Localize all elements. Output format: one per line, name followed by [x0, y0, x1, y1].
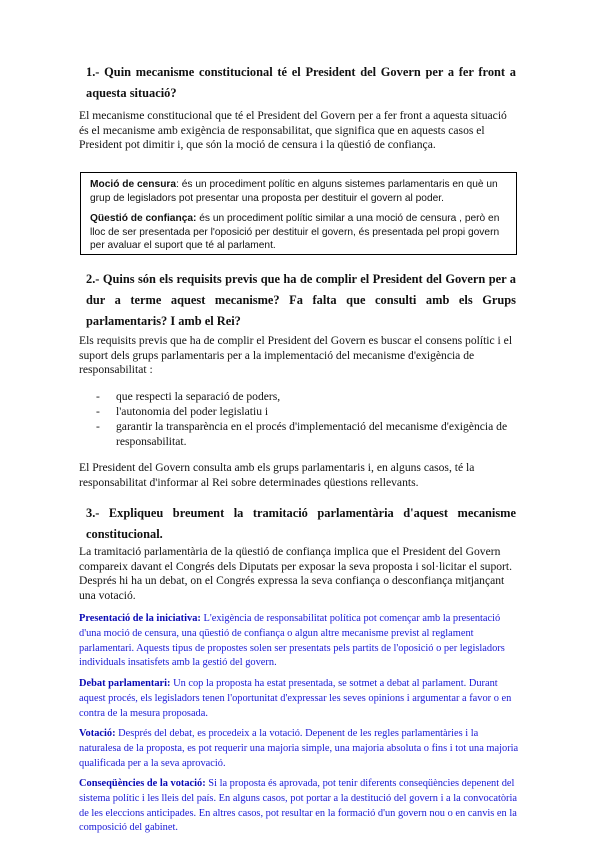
list-dash: -: [96, 420, 100, 433]
list-item-text: l'autonomia del poder legislatiu i: [116, 405, 269, 418]
answer-1-paragraph: El mecanisme constitucional que té el President del Govern per a fer front a aquesta situació és el mecanisme amb exigència de responsabilitat, que significa que en aquests casos el President pot dimitir i, que són la moció de censura i la qüestió de confiança.: [79, 109, 507, 152]
definition-confidence: [90, 212, 509, 253]
step-debate: [79, 677, 519, 721]
step-text: Si la proposta és aprovada, pot tenir diferents conseqüències depenent del sistema polític i les lleis del país. En alguns casos, pot portar a la destitució del govern i a la convocatòria de les eleccions anticipades. En altres casos, pot resultar en la formació d'un govern nou o en canvis en la composició del gabinet.: [79, 778, 518, 834]
question-1-heading: 1.- Quin mecanisme constitucional té el President del Govern per a fer front a aquesta situació?: [86, 65, 516, 100]
answer-3-paragraph: La tramitació parlamentària de la qüestió de confiança implica que el President del Govern compareix davant el Congrés dels Diputats per exposar la seva proposta i sol·licitar el suport. Després hi ha un debat, on el Congrés expressa la seva confiança o desconfiança mitjançant una votació.: [79, 545, 513, 602]
list-item-text: que respecti la separació de poders,: [116, 390, 281, 403]
step-text: L'exigència de responsabilitat política pot començar amb la presentació d'una moció de censura, una qüestió de confiança o algun altre mecanisme previst al reglament parlamentari. Aquests tipus de propostes solen ser presentats pels partits de l'oposició o per legisladors individuals insatisfets amb la gestió del govern.: [79, 613, 505, 669]
question-2-heading: 2.- Quins són els requisits previs que ha de complir el President del Govern per a dur a terme aquest mecanisme? Fa falta que consulti amb els Grups parlamentaris? I amb el Rei?: [86, 272, 516, 328]
step-text: Un cop la proposta ha estat presentada, se sotmet a debat al parlament. Durant aquest procés, els legisladors tenen l'oportunitat d'expressar les seves opinions i argumentar a favor o en contra de la mesura proposada.: [79, 678, 512, 719]
definitions-box: [80, 172, 517, 255]
answer-2-closing-paragraph: El President del Govern consulta amb els grups parlamentaris i, en alguns casos, té la responsabilitat d'informar al Rei sobre determinades qüestions rellevants.: [79, 461, 475, 489]
step-text: Després del debat, es procedeix a la votació. Depenent de les regles parlamentàries i la naturalesa de la proposta, es pot requerir una majoria simple, una majoria absoluta o fins i tot una majoria qualificada per a la seva aprovació.: [79, 728, 519, 769]
definition-censure: [90, 178, 509, 205]
term-confidence: Qüestió de confiança:: [90, 213, 197, 225]
step-term: Presentació de la iniciativa:: [79, 613, 201, 624]
list-dash: -: [96, 390, 100, 403]
term-censure: Moció de censura: [90, 179, 177, 190]
list-item-text: garantir la transparència en el procés d'implementació del mecanisme d'exigència de responsabilitat.: [116, 420, 508, 448]
step-term: Conseqüències de la votació:: [79, 778, 206, 789]
step-vote: [79, 727, 519, 771]
step-term: Debat parlamentari:: [79, 678, 171, 689]
question-3-heading: 3.- Expliqueu breument la tramitació parlamentària d'aquest mecanisme constitucional.: [86, 506, 516, 541]
def-censure: : és un procediment polític en alguns sistemes parlamentaris en què un grup de legisladors pot presentar una proposta per destituir el govern al poder.: [90, 179, 498, 204]
def-confidence: és un procediment polític similar a una moció de censura , però en lloc de ser presentada per l'oposició per destituir el govern, és presentada pel propi govern per avaluar el suport que té al parlament.: [90, 213, 500, 252]
step-consequences: [79, 777, 519, 836]
list-dash: -: [96, 405, 100, 418]
answer-2-paragraph: Els requisits previs que ha de complir el President del Govern es buscar el consens polític i el suport dels grups parlamentaris per a la implementació del mecanisme d'exigència de responsabilitat :: [79, 334, 513, 377]
step-presentation: [79, 612, 519, 671]
step-term: Votació:: [79, 728, 116, 739]
